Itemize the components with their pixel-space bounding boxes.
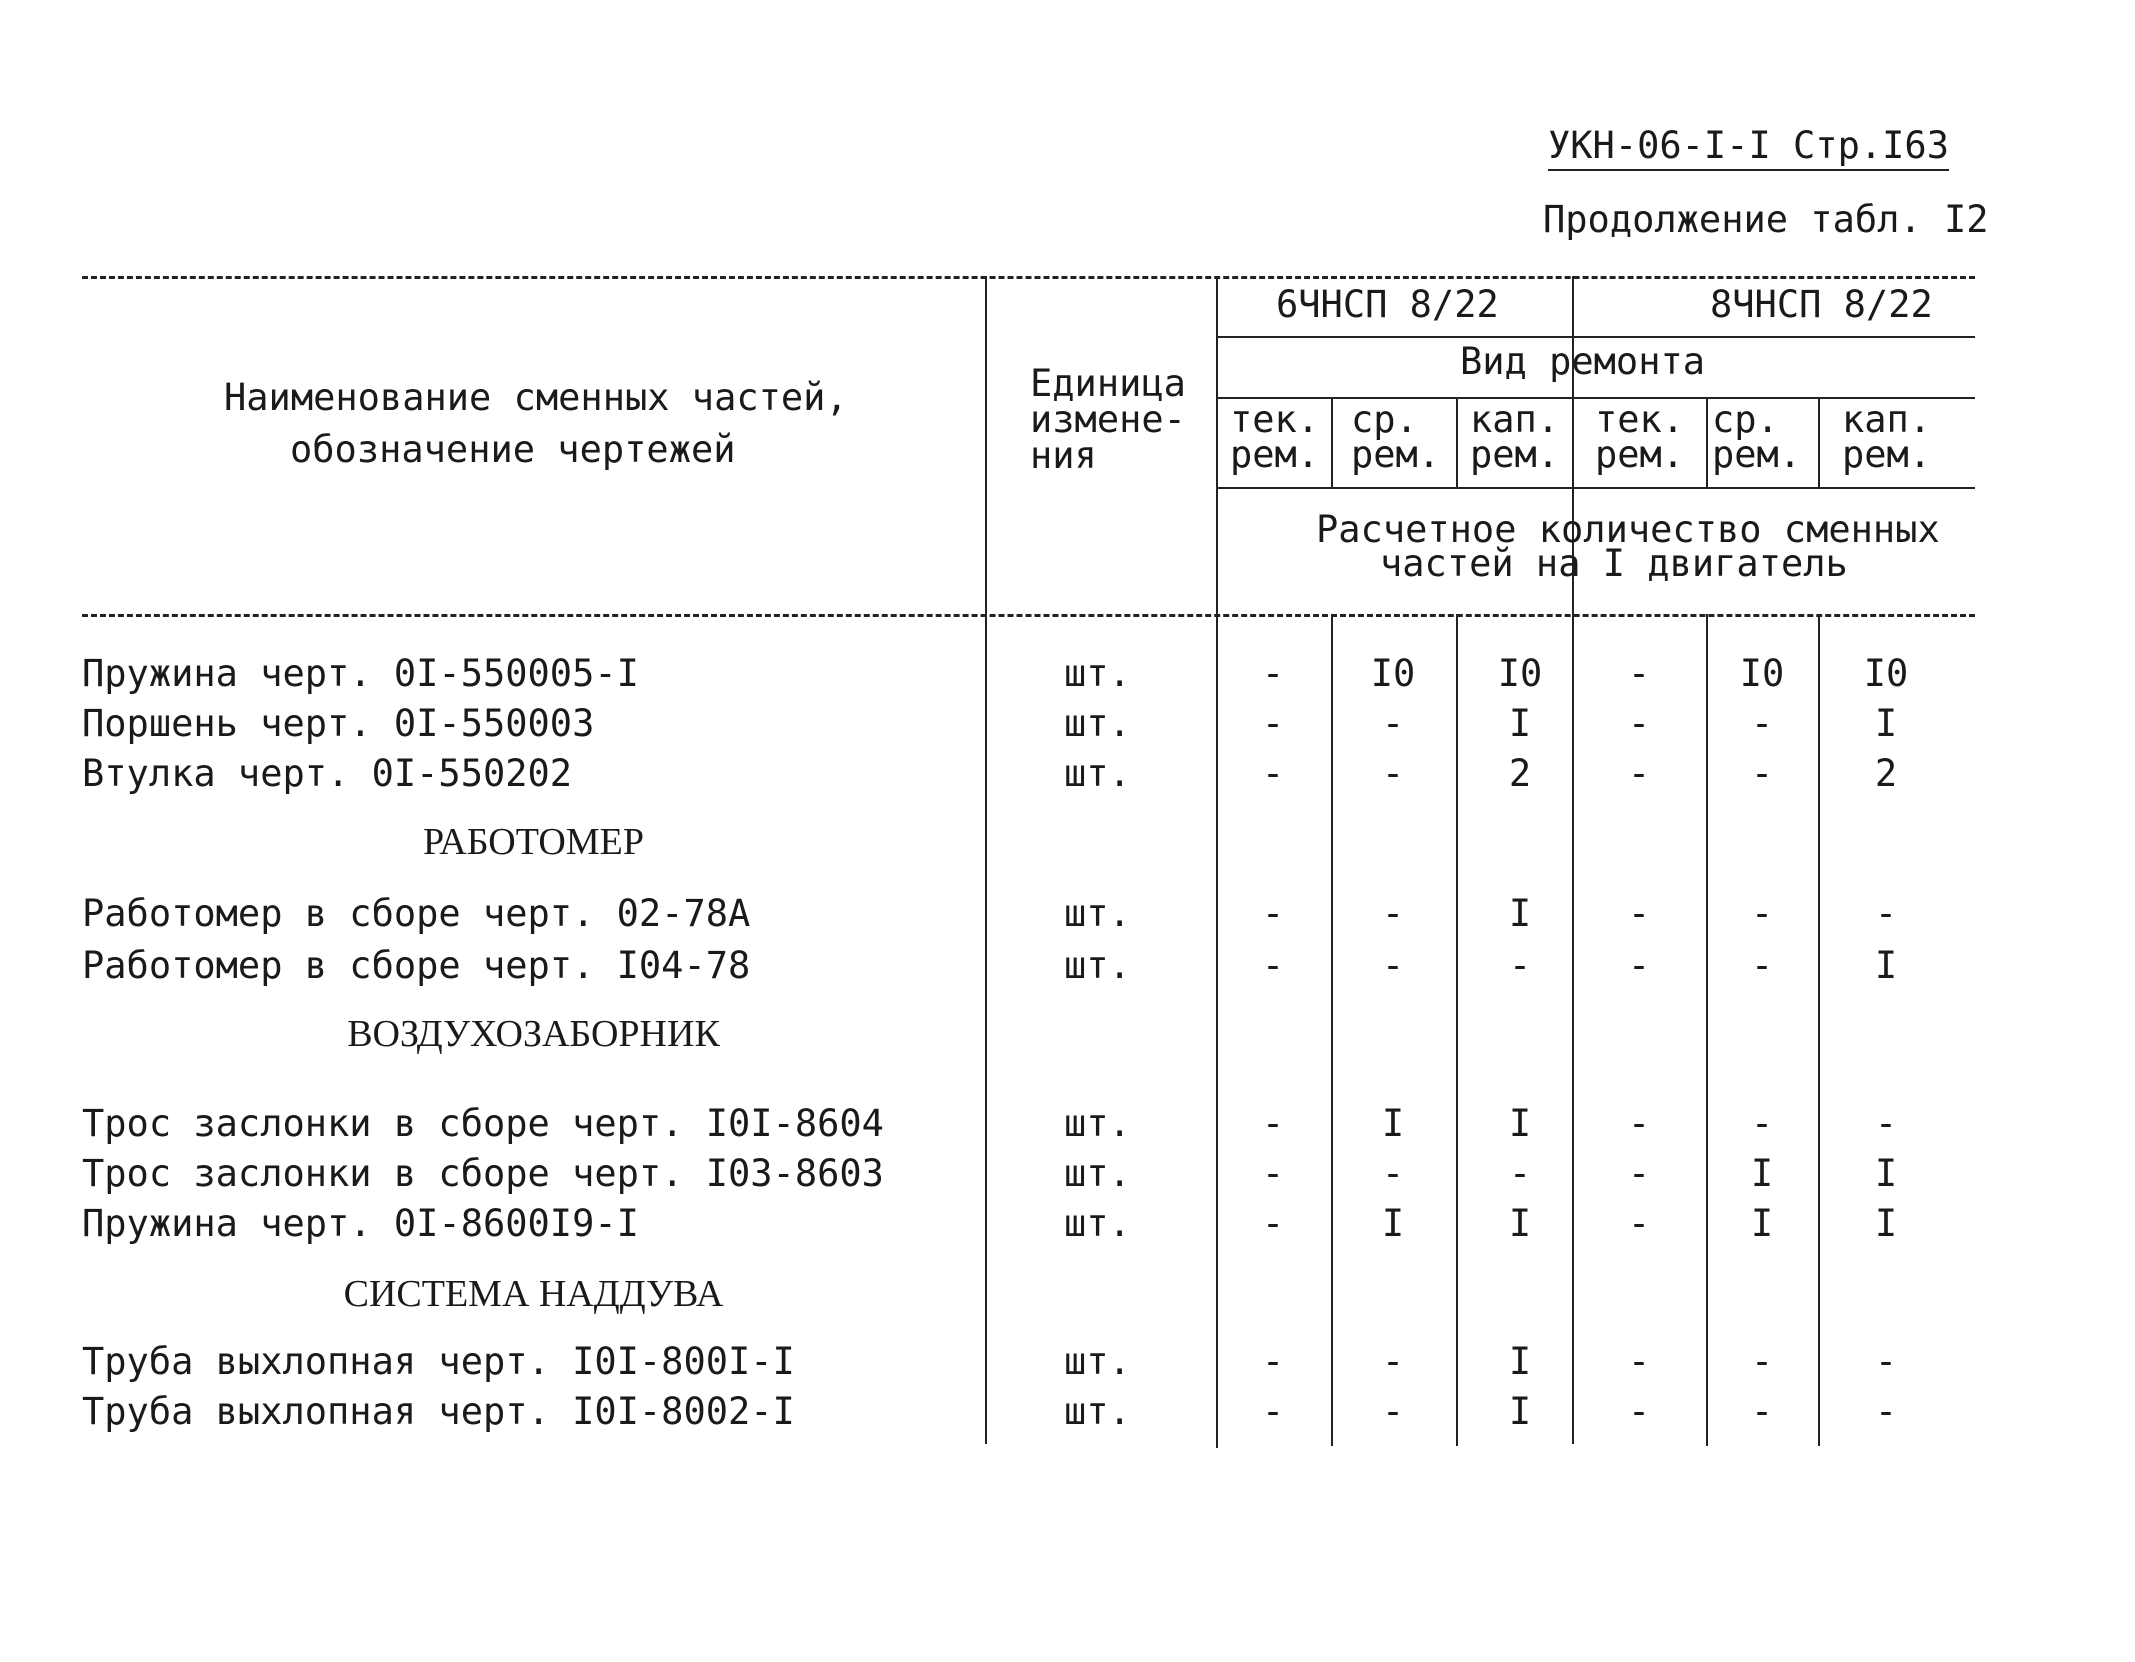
quantity-cell: - — [1261, 892, 1285, 935]
repair-cols-rule — [1218, 487, 1975, 489]
quantity-cell: - — [1750, 892, 1774, 935]
part-name: Труба выхлопная черт. I0I-8002-I — [82, 1390, 795, 1433]
quantity-cell: I — [1508, 702, 1532, 745]
quantity-cell: I0 — [1739, 652, 1785, 695]
quantity-cell: I — [1874, 944, 1898, 987]
repair-col-3-header-line-1: кап. — [1470, 398, 1560, 441]
repair-type-header: Вид ремонта — [1460, 340, 1706, 383]
col-divider-5 — [1818, 397, 1820, 487]
quantity-cell: - — [1381, 702, 1405, 745]
quantity-cell: I — [1381, 1102, 1405, 1145]
unit-cell: шт. — [1064, 1152, 1131, 1195]
quantity-cell: - — [1627, 652, 1651, 695]
engine-b-header: 8ЧНСП 8/22 — [1710, 283, 1933, 326]
quantity-cell: - — [1874, 1390, 1898, 1433]
col-divider-4-body — [1706, 614, 1708, 1446]
engine-header-rule — [1218, 336, 1975, 338]
quantity-cell: I — [1508, 892, 1532, 935]
quantity-cell: I0 — [1370, 652, 1416, 695]
quantity-cell: - — [1261, 1152, 1285, 1195]
col-divider-1-body — [1331, 614, 1333, 1446]
part-name: Работомер в сборе черт. 02-78А — [82, 892, 751, 935]
quantity-cell: - — [1261, 944, 1285, 987]
name-unit-divider — [985, 276, 987, 1444]
unit-cell: шт. — [1064, 1340, 1131, 1383]
quantity-cell: I — [1508, 1340, 1532, 1383]
repair-col-2-header-line-1: ср. — [1351, 398, 1418, 441]
unit-cell: шт. — [1064, 652, 1131, 695]
quantity-cell: - — [1261, 1340, 1285, 1383]
unit-column-header-line-1: Единица — [1030, 362, 1186, 405]
quantity-cell: - — [1381, 1340, 1405, 1383]
unit-values-divider — [1216, 276, 1218, 1448]
quantity-cell: - — [1627, 702, 1651, 745]
quantity-cell: - — [1261, 1102, 1285, 1145]
quantity-cell: - — [1261, 1390, 1285, 1433]
quantity-cell: I — [1750, 1152, 1774, 1195]
quantity-cell: - — [1627, 1202, 1651, 1245]
quantity-cell: - — [1508, 944, 1532, 987]
quantity-cell: - — [1381, 1390, 1405, 1433]
unit-cell: шт. — [1064, 1202, 1131, 1245]
repair-col-6-header-line-1: кап. — [1842, 398, 1932, 441]
quantity-cell: - — [1750, 1390, 1774, 1433]
part-name: Втулка черт. 0I-550202 — [82, 752, 573, 795]
quantity-cell: I0 — [1497, 652, 1543, 695]
quantity-cell: - — [1381, 752, 1405, 795]
quantity-cell: - — [1874, 1102, 1898, 1145]
quantity-cell: I — [1508, 1202, 1532, 1245]
quantity-cell: - — [1261, 652, 1285, 695]
quantity-cell: - — [1261, 702, 1285, 745]
quantity-cell: I — [1508, 1390, 1532, 1433]
section-heading: СИСТЕМА НАДДУВА — [343, 1273, 724, 1315]
part-name: Пружина черт. 0I-8600I9-I — [82, 1202, 639, 1245]
repair-col-2-header-line-2: рем. — [1351, 433, 1441, 476]
quantity-cell: - — [1750, 944, 1774, 987]
repair-col-5-header-line-2: рем. — [1712, 433, 1802, 476]
quantity-cell: - — [1627, 944, 1651, 987]
part-name: Трос заслонки в сборе черт. I03-8603 — [82, 1152, 884, 1195]
quantity-cell: - — [1261, 752, 1285, 795]
quantity-cell: - — [1750, 1340, 1774, 1383]
quantity-cell: - — [1508, 1152, 1532, 1195]
col-divider-5-body — [1818, 614, 1820, 1446]
repair-col-6-header-line-2: рем. — [1842, 433, 1932, 476]
quantity-cell: 2 — [1508, 752, 1532, 795]
name-column-header-line-2: обозначение чертежей — [290, 428, 736, 471]
part-name: Трос заслонки в сборе черт. I0I-8604 — [82, 1102, 884, 1145]
quantity-cell: - — [1874, 1340, 1898, 1383]
quantity-cell: I — [1508, 1102, 1532, 1145]
col-divider-1 — [1331, 397, 1333, 487]
unit-cell: шт. — [1064, 892, 1131, 935]
part-name: Труба выхлопная черт. I0I-800I-I — [82, 1340, 795, 1383]
quantity-cell: - — [1381, 892, 1405, 935]
unit-cell: шт. — [1064, 752, 1131, 795]
quantity-cell: 2 — [1874, 752, 1898, 795]
engine-a-header: 6ЧНСП 8/22 — [1276, 283, 1499, 326]
quantity-cell: I — [1750, 1202, 1774, 1245]
quantity-cell: - — [1750, 1102, 1774, 1145]
engine-divider — [1572, 276, 1574, 1444]
quantity-cell: - — [1750, 702, 1774, 745]
repair-col-5-header-line-1: ср. — [1712, 398, 1779, 441]
unit-cell: шт. — [1064, 1102, 1131, 1145]
quantity-cell: - — [1381, 1152, 1405, 1195]
unit-cell: шт. — [1064, 1390, 1131, 1433]
part-name: Пружина черт. 0I-550005-I — [82, 652, 639, 695]
repair-col-1-header-line-1: тек. — [1230, 398, 1320, 441]
unit-cell: шт. — [1064, 702, 1131, 745]
quantity-cell: - — [1627, 1340, 1651, 1383]
unit-cell: шт. — [1064, 944, 1131, 987]
table-top-rule — [82, 276, 1975, 279]
unit-column-header-line-3: ния — [1030, 434, 1097, 477]
col-divider-2-body — [1456, 614, 1458, 1446]
quantity-cell: I — [1874, 702, 1898, 745]
repair-col-1-header-line-2: рем. — [1230, 433, 1320, 476]
quantity-note-line-2: частей на I двигатель — [1380, 542, 1848, 585]
name-column-header-line-1: Наименование сменных частей, — [224, 376, 848, 419]
quantity-cell: I0 — [1863, 652, 1909, 695]
quantity-note-line-1: Расчетное количество сменных — [1316, 508, 1940, 551]
quantity-cell: - — [1750, 752, 1774, 795]
part-name: Работомер в сборе черт. I04-78 — [82, 944, 751, 987]
part-name: Поршень черт. 0I-550003 — [82, 702, 595, 745]
section-heading: РАБОТОМЕР — [422, 821, 644, 863]
unit-column-header-line-2: измене- — [1030, 398, 1186, 441]
quantity-cell: - — [1627, 1102, 1651, 1145]
quantity-cell: - — [1261, 1202, 1285, 1245]
quantity-cell: I — [1874, 1202, 1898, 1245]
table-continuation-label: Продолжение табл. I2 — [1543, 198, 1989, 241]
repair-col-3-header-line-2: рем. — [1470, 433, 1560, 476]
header-bottom-rule — [82, 614, 1975, 617]
col-divider-2 — [1456, 397, 1458, 487]
quantity-cell: - — [1627, 892, 1651, 935]
repair-col-4-header-line-1: тек. — [1595, 398, 1685, 441]
quantity-cell: - — [1627, 1152, 1651, 1195]
quantity-cell: - — [1627, 752, 1651, 795]
col-divider-4 — [1706, 397, 1708, 487]
repair-col-4-header-line-2: рем. — [1595, 433, 1685, 476]
quantity-cell: - — [1627, 1390, 1651, 1433]
quantity-cell: I — [1381, 1202, 1405, 1245]
quantity-cell: I — [1874, 1152, 1898, 1195]
document-id: УКН-06-I-I Стр.I63 — [1548, 124, 1949, 171]
section-heading: ВОЗДУХОЗАБОРНИК — [347, 1013, 720, 1055]
quantity-cell: - — [1874, 892, 1898, 935]
quantity-cell: - — [1381, 944, 1405, 987]
